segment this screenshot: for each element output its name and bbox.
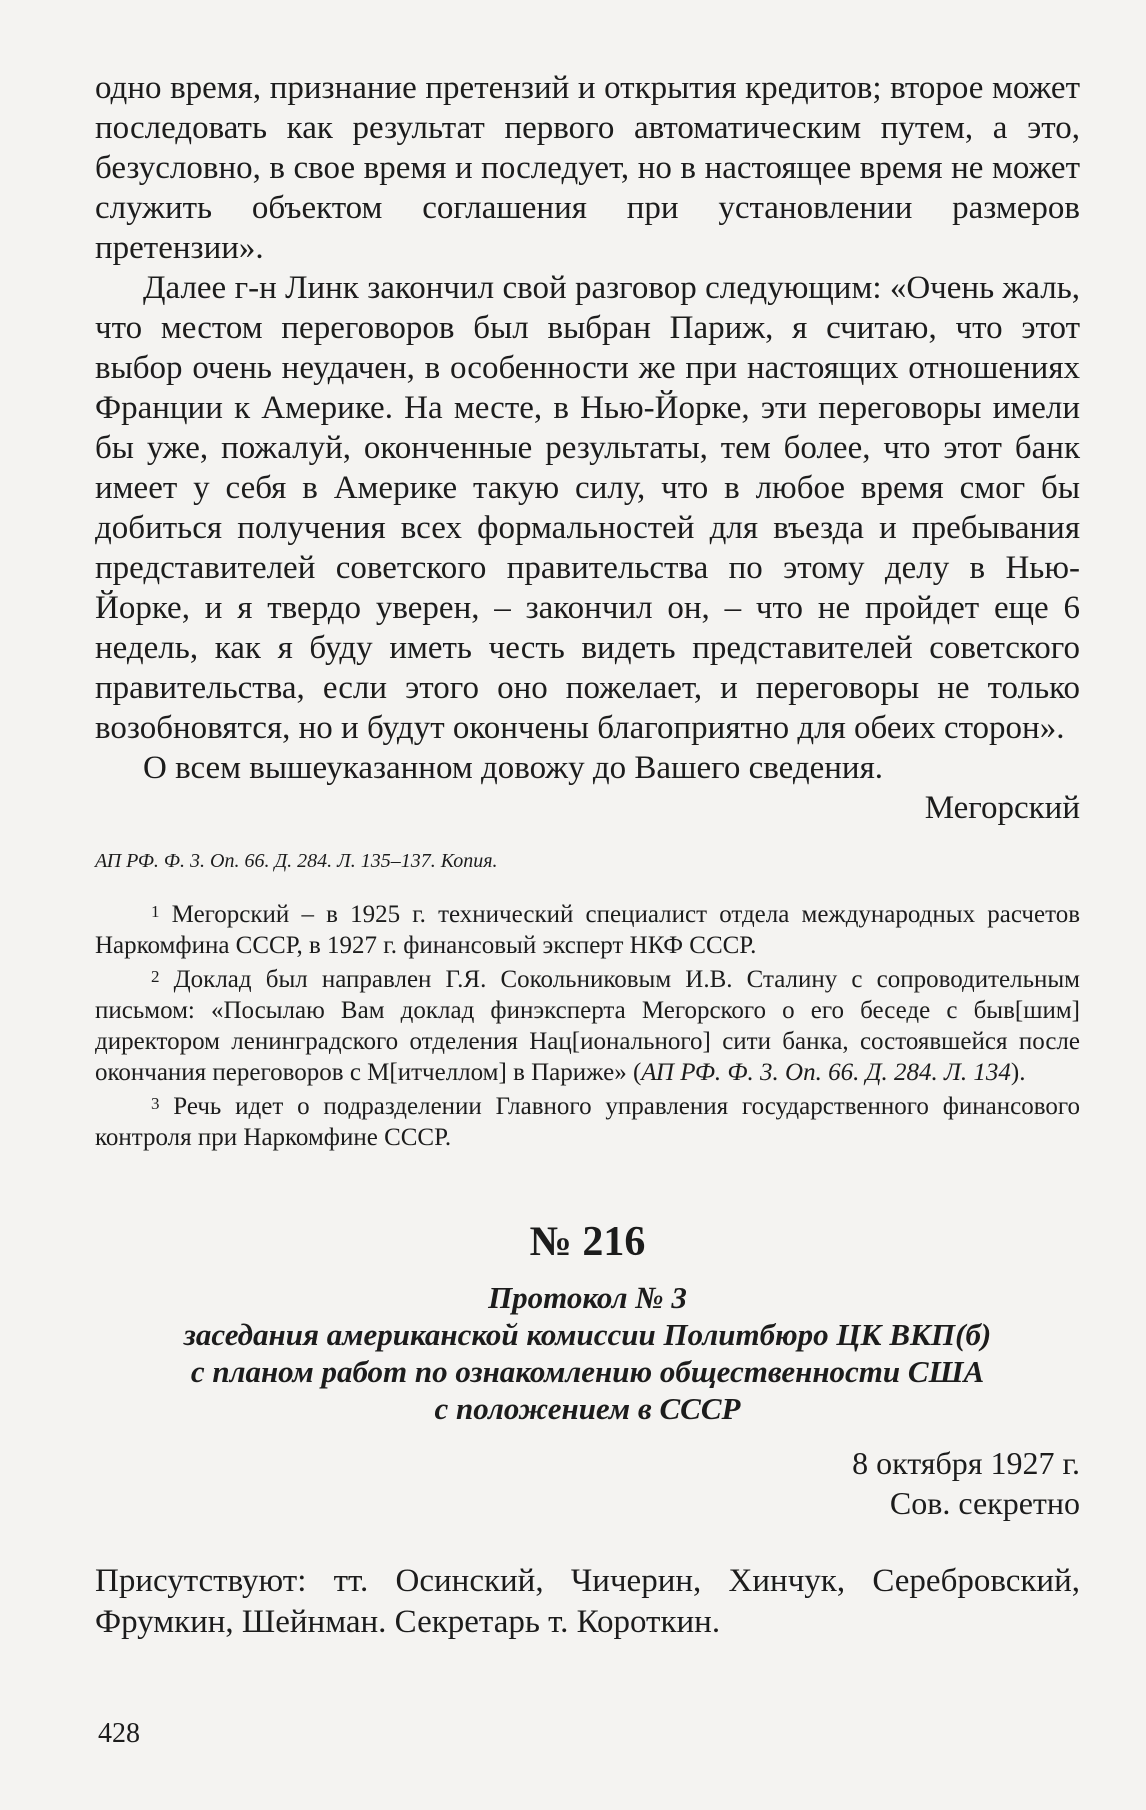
paragraph-closing: О всем вышеуказанном довожу до Вашего сведения. xyxy=(143,750,884,786)
footnote-mark: 2 xyxy=(151,967,160,986)
paragraph-link-conversation: Далее г-н Линк закончил свой разговор следующим: «Очень жаль, что местом переговоров был выбран Париж, я считаю, что этот выбор очень неудачен, в особенности же при настоящих отношениях Франции к Америке. На месте, в Нью-Йорке, эти переговоры имели бы уже, пожалуй, оконченные результаты, тем более, что этот банк имеет у себя в Америке такую силу, что в любое время смог бы добиться получения всех формальностей для въезда и пребывания представителей советского правительства по этому делу в Нью-Йорке, и я твердо уверен, – закончил он, – что не пройдет еще 6 недель, как я буду иметь честь видеть представителей советского правительства, если этого оно пожелает, и переговоры не только возобновятся, но и будут окончены благоприятно для обеих сторон». xyxy=(95,270,1080,746)
archive-source: АП РФ. Ф. 3. Оп. 66. Д. 284. Л. 135–137. Копия. xyxy=(95,850,498,872)
footnote-text: Мегорский – в 1925 г. технический специалист отдела международных расчетов Наркомфина СССР, в 1927 г. финансовый эксперт НКФ СССР. xyxy=(95,901,1080,959)
main-text xyxy=(95,68,1080,788)
classification: Сов. секретно xyxy=(889,1485,1080,1521)
footnote xyxy=(95,1088,1080,1153)
footnote-tail: ). xyxy=(1010,1059,1026,1086)
title-line: с планом работ по ознакомлению общественности США xyxy=(190,1354,985,1389)
paragraph-continuation: одно время, признание претензий и открытия кредитов; второе может последовать как результат первого автоматическим путем, а это, безусловно, в свое время и последует, но в настоящее время не может служить объектом соглашения при установлении размеров претензии». xyxy=(95,70,1080,266)
signature: Мегорский xyxy=(924,790,1080,826)
footnote-text: Речь идет о подразделении Главного управления государственного финансового контроля при Наркомфине СССР. xyxy=(95,1093,1080,1151)
attendees: Присутствуют: тт. Осинский, Чичерин, Хинчук, Серебровский, Фрумкин, Шейнман. Секретарь т. Короткин. xyxy=(95,1563,1080,1640)
title-line: с положением в СССР xyxy=(434,1391,741,1426)
title-line: Протокол № 3 xyxy=(488,1280,687,1315)
footnotes xyxy=(95,896,1080,1153)
footnote-text: Доклад был направлен Г.Я. Сокольниковым И.В. Сталину с сопроводительным письмом: «Посылаю Вам доклад финэксперта Мегорского о его беседе с быв[шим] директором ленинградского отделения Нац[ионального] сити банка, состоявшейся после окончания переговоров с М[итчеллом] в Париже» ( xyxy=(95,966,1080,1086)
title-line: заседания американской комиссии Политбюро ЦК ВКП(б) xyxy=(183,1317,992,1352)
footnote-archive-ref: АП РФ. Ф. 3. Оп. 66. Д. 284. Л. 134 xyxy=(641,1059,1011,1086)
footnote-mark: 3 xyxy=(151,1094,160,1113)
footnote xyxy=(95,896,1080,961)
page-number: 428 xyxy=(98,1718,140,1749)
footnote-mark: 1 xyxy=(151,902,160,921)
page-content xyxy=(95,68,1080,1643)
document-number: № 216 xyxy=(529,1219,646,1265)
document-date: 8 октября 1927 г. xyxy=(852,1445,1080,1481)
footnote xyxy=(95,961,1080,1088)
document-title xyxy=(95,1279,1080,1427)
